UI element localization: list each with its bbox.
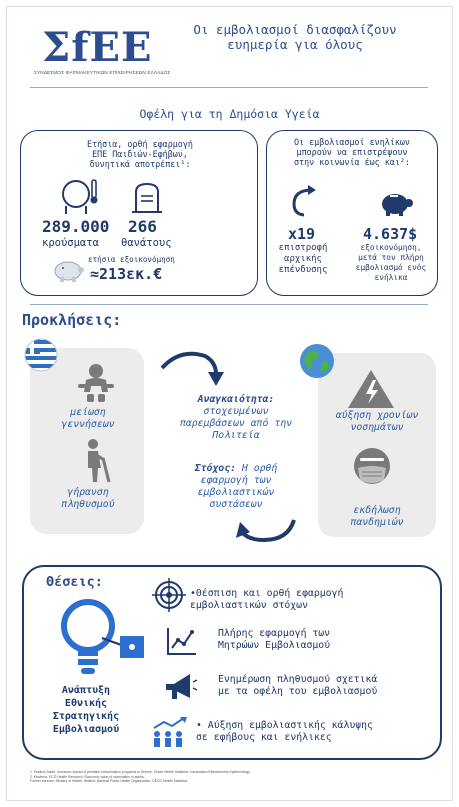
footer-note-3: Further sources: Ministry of Health, Hellenic National Public Health Organization, OECD Health Statistics.	[30, 779, 189, 783]
goal-line-2: εφαρμογή των	[200, 475, 272, 486]
pandemic-line-2: πανδημιών	[350, 517, 404, 528]
strategy-line-3: Στρατηγικής	[52, 711, 120, 722]
chronic-disease-label	[318, 410, 436, 434]
need-line-3: Πολιτεία	[212, 430, 260, 441]
footer-note-1: 1. Publicis Sante, economic impact of pediatric immunization programs in Greece. Greek Health Statistics. Vaccination Effectiveness Epidemiology.	[30, 770, 251, 774]
footer-note-2: 2. Moderna. ECO Health Research. Economic value of vaccination in adults.	[30, 774, 145, 779]
benefits-right-intro	[268, 137, 436, 167]
need-block	[176, 394, 296, 442]
bottom-curved-arrow-icon	[226, 510, 306, 550]
left-intro-line-2: ΕΠΕ Παιδιών-Εφήβων,	[92, 149, 188, 159]
need-line-1: στοχευμένων	[203, 406, 269, 417]
sick-person-icon	[58, 176, 104, 216]
position-item-targets	[190, 588, 343, 612]
header-divider	[30, 87, 428, 88]
right-savings-line-2: μετά τον πλήρη	[358, 253, 424, 262]
benefits-left-intro	[40, 139, 240, 169]
goal-title: Στόχος:	[194, 463, 236, 474]
goal-line-3: εμβολιαστικών	[197, 487, 275, 498]
right-savings-line-1: εξοικονόμηση,	[360, 243, 422, 252]
deaths-label: θανάτους	[121, 237, 172, 249]
deaths-value: 266	[128, 217, 157, 236]
strategy-line-2: Εθνικής	[64, 698, 108, 709]
face-mask-icon	[350, 446, 394, 490]
globe-icon	[298, 342, 336, 380]
top-curved-arrow-icon	[150, 346, 230, 390]
page-headline	[170, 22, 420, 52]
warning-icon	[346, 368, 396, 410]
challenges-title: Προκλήσεις:	[22, 311, 122, 329]
cases-label: κρούσματα	[42, 237, 99, 249]
right-intro-line-1: Οι εμβολιασμοί ενηλίκων	[294, 137, 410, 147]
megaphone-icon	[162, 672, 198, 702]
sfee-logo: ΣfΕΕ	[42, 24, 153, 71]
left-intro-line-1: Ετήσια, ορθή εφαρμογή	[87, 139, 193, 149]
need-line-2: παρεμβάσεων από την	[179, 418, 293, 429]
left-intro-line-3: δυνητικά αποτρέπει¹:	[89, 159, 191, 169]
goal-line-4: συστάσεων	[209, 499, 263, 510]
greece-flag-icon	[24, 338, 58, 372]
roi-label-line-3: επένδυσης	[278, 265, 328, 275]
right-savings-value: 4.637$	[363, 225, 418, 243]
aging-line-2: πληθυσμού	[61, 499, 115, 510]
birth-decline-label	[40, 407, 136, 431]
right-intro-line-3: στην κοινωνία έως και²:	[294, 157, 410, 167]
left-savings-value: ≈213εκ.€	[90, 265, 163, 283]
roi-label-line-2: αρχικής	[284, 254, 322, 264]
pandemic-label	[318, 505, 436, 529]
item2-line-2: Μητρώων Εμβολιασμού	[218, 640, 331, 651]
chronic-line-2: νοσημάτων	[350, 422, 404, 433]
footer-references	[30, 770, 440, 784]
cases-value: 289.000	[42, 217, 110, 236]
right-savings-line-4: ενήλικα	[374, 273, 408, 282]
chronic-line-1: αύξηση χρονίων	[335, 410, 419, 421]
item3-line-2: με τα οφέλη του εμβολιασμού	[218, 686, 378, 697]
item2-line-1: Πλήρης εφαρμογή των	[218, 628, 331, 639]
item1-line-1: •Θέσπιση και ορθή εφαρμογή	[190, 588, 344, 599]
position-item-registries	[218, 628, 330, 652]
logo-subtitle: ΣΥΝΔΕΣΜΟΣ ΦΑΡΜΑΚΕΥΤΙΚΩΝ ΕΠΙΧΕΙΡΗΣΕΩΝ ΕΛΛΑΔΟΣ	[34, 70, 171, 75]
strategy-line-4: Εμβολιασμού	[52, 724, 120, 735]
return-arrow-icon	[286, 184, 322, 218]
benefits-divider	[30, 304, 428, 305]
elderly-person-icon	[76, 438, 116, 484]
strategy-label	[40, 684, 132, 736]
item3-line-1: Ενημέρωση πληθυσμού σχετικά	[218, 674, 378, 685]
position-item-coverage	[196, 720, 373, 744]
left-savings-label: ετήσια εξοικονόμηση	[88, 255, 175, 264]
need-title: Αναγκαιότητα:	[197, 394, 275, 405]
birth-decline-line-2: γεννήσεων	[61, 419, 115, 430]
position-item-awareness	[218, 674, 377, 698]
goal-line-1: Η ορθή	[241, 463, 278, 474]
aging-line-1: γήρανση	[67, 487, 109, 498]
right-savings-line-3: εμβολιασμό ενός	[355, 263, 427, 272]
roi-value: x19	[288, 225, 316, 243]
headline-line-1: Οι εμβολιασμοί διασφαλίζουν	[193, 22, 397, 37]
benefits-title: Οφέλη για τη Δημόσια Υγεία	[139, 107, 320, 121]
aging-label	[40, 487, 136, 511]
item4-line-1: • Αύξηση εμβολιαστικής κάλυψης	[196, 720, 373, 731]
item1-line-2: εμβολιαστικών στόχων	[190, 600, 308, 611]
piggy-bank-icon	[52, 257, 86, 283]
positions-title: Θέσεις:	[46, 574, 103, 590]
birth-decline-line-1: μείωση	[70, 407, 106, 418]
right-intro-line-2: μπορούν να επιστρέψουν	[296, 147, 408, 157]
tombstone-icon	[130, 182, 164, 214]
baby-icon	[74, 362, 118, 406]
item4-line-2: σε εφήβους και ενήλικες	[196, 732, 332, 743]
line-chart-icon	[166, 626, 198, 656]
savings-piggy-icon	[378, 190, 414, 218]
pandemic-line-1: εκδήλωση	[353, 505, 401, 516]
roi-label	[272, 243, 334, 276]
roi-label-line-1: επιστροφή	[278, 243, 328, 253]
target-icon	[152, 578, 186, 612]
right-savings-label	[344, 243, 438, 283]
goal-block	[176, 463, 296, 511]
population-growth-icon	[150, 716, 192, 748]
strategy-line-1: Ανάπτυξη	[61, 685, 111, 696]
lightbulb-icon	[58, 596, 148, 682]
headline-line-2: ευημερία για όλους	[227, 37, 363, 52]
